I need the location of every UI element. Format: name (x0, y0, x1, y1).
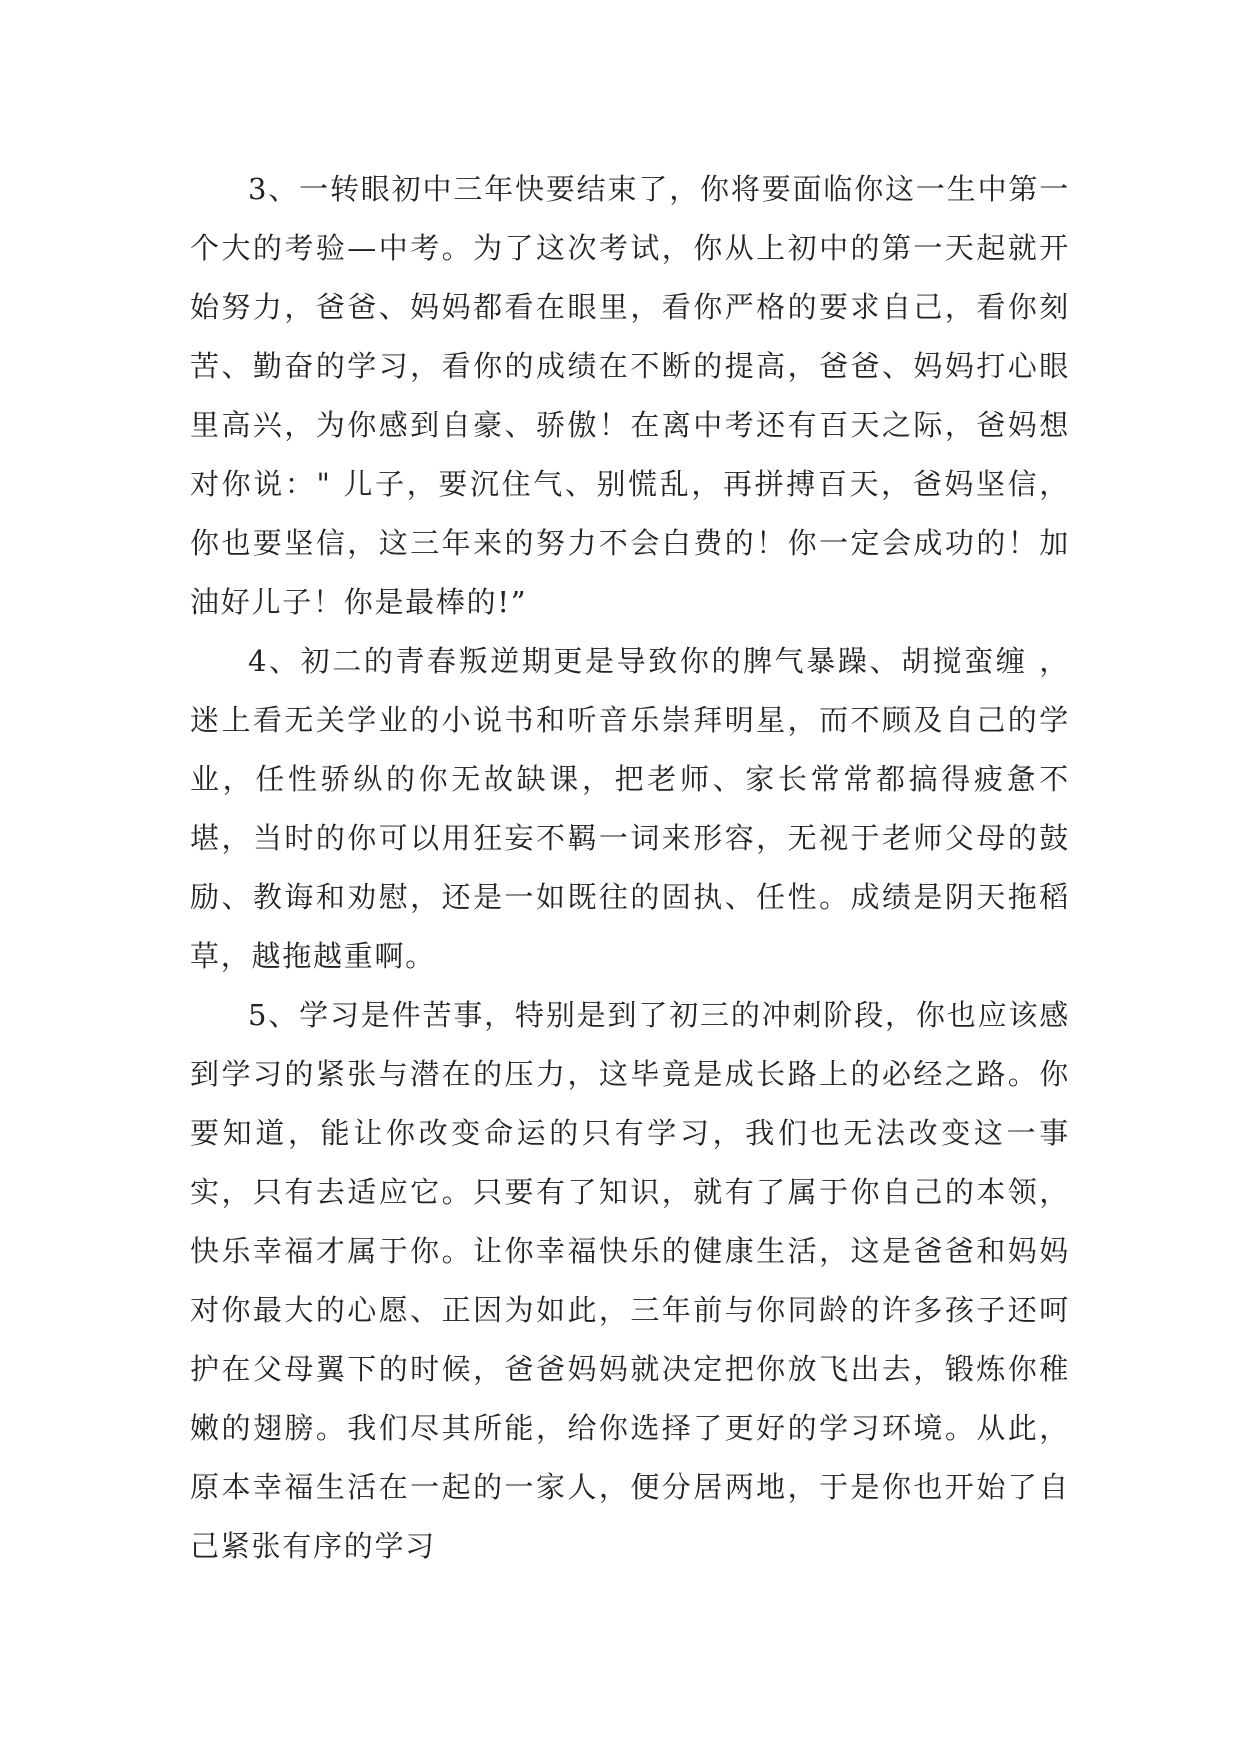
paragraph-5: 5、学习是件苦事，特别是到了初三的冲刺阶段，你也应该感到学习的紧张与潜在的压力，这毕竟是成长路上的必经之路。你要知道，能让你改变命运的只有学习，我们也无法改变这一事实，只有去适应它。只要有了知识，就有了属于你自己的本领，快乐幸福才属于你。让你幸福快乐的健康生活，这是爸爸和妈妈对你最大的心愿、正因为如此，三年前与你同龄的许多孩子还呵护在父母翼下的时候，爸爸妈妈就决定把你放飞出去，锻炼你稚嫩的翅膀。我们尽其所能，给你选择了更好的学习环境。从此，原本幸福生活在一起的一家人，便分居两地，于是你也开始了自己紧张有序的学习 (190, 998, 1070, 1563)
paragraph-3: 3、一转眼初中三年快要结束了，你将要面临你这一生中第一个大的考验—中考。为了这次考试，你从上初中的第一天起就开始努力，爸爸、妈妈都看在眼里，看你严格的要求自己，看你刻苦、勤奋的学习，看你的成绩在不断的提高，爸爸、妈妈打心眼里高兴，为你感到自豪、骄傲！在离中考还有百天之际，爸妈想对你说：" 儿子，要沉住气、别慌乱，再拼搏百天，爸妈坚信，你也要坚信，这三年来的努力不会白费的！你一定会成功的！加油好儿子！你是最棒的!” (190, 172, 1070, 619)
paragraph-4: 4、初二的青春叛逆期更是导致你的脾气暴躁、胡搅蛮缠 ，迷上看无关学业的小说书和听音乐崇拜明星，而不顾及自己的学业，任性骄纵的你无故缺课，把老师、家长常常都搞得疲惫不堪，当时的你可以用狂妄不羁一词来形容，无视于老师父母的鼓励、教诲和劝慰，还是一如既往的固执、任性。成绩是阴天拖稻草，越拖越重啊。 (190, 644, 1070, 973)
document-body (190, 160, 1070, 1576)
